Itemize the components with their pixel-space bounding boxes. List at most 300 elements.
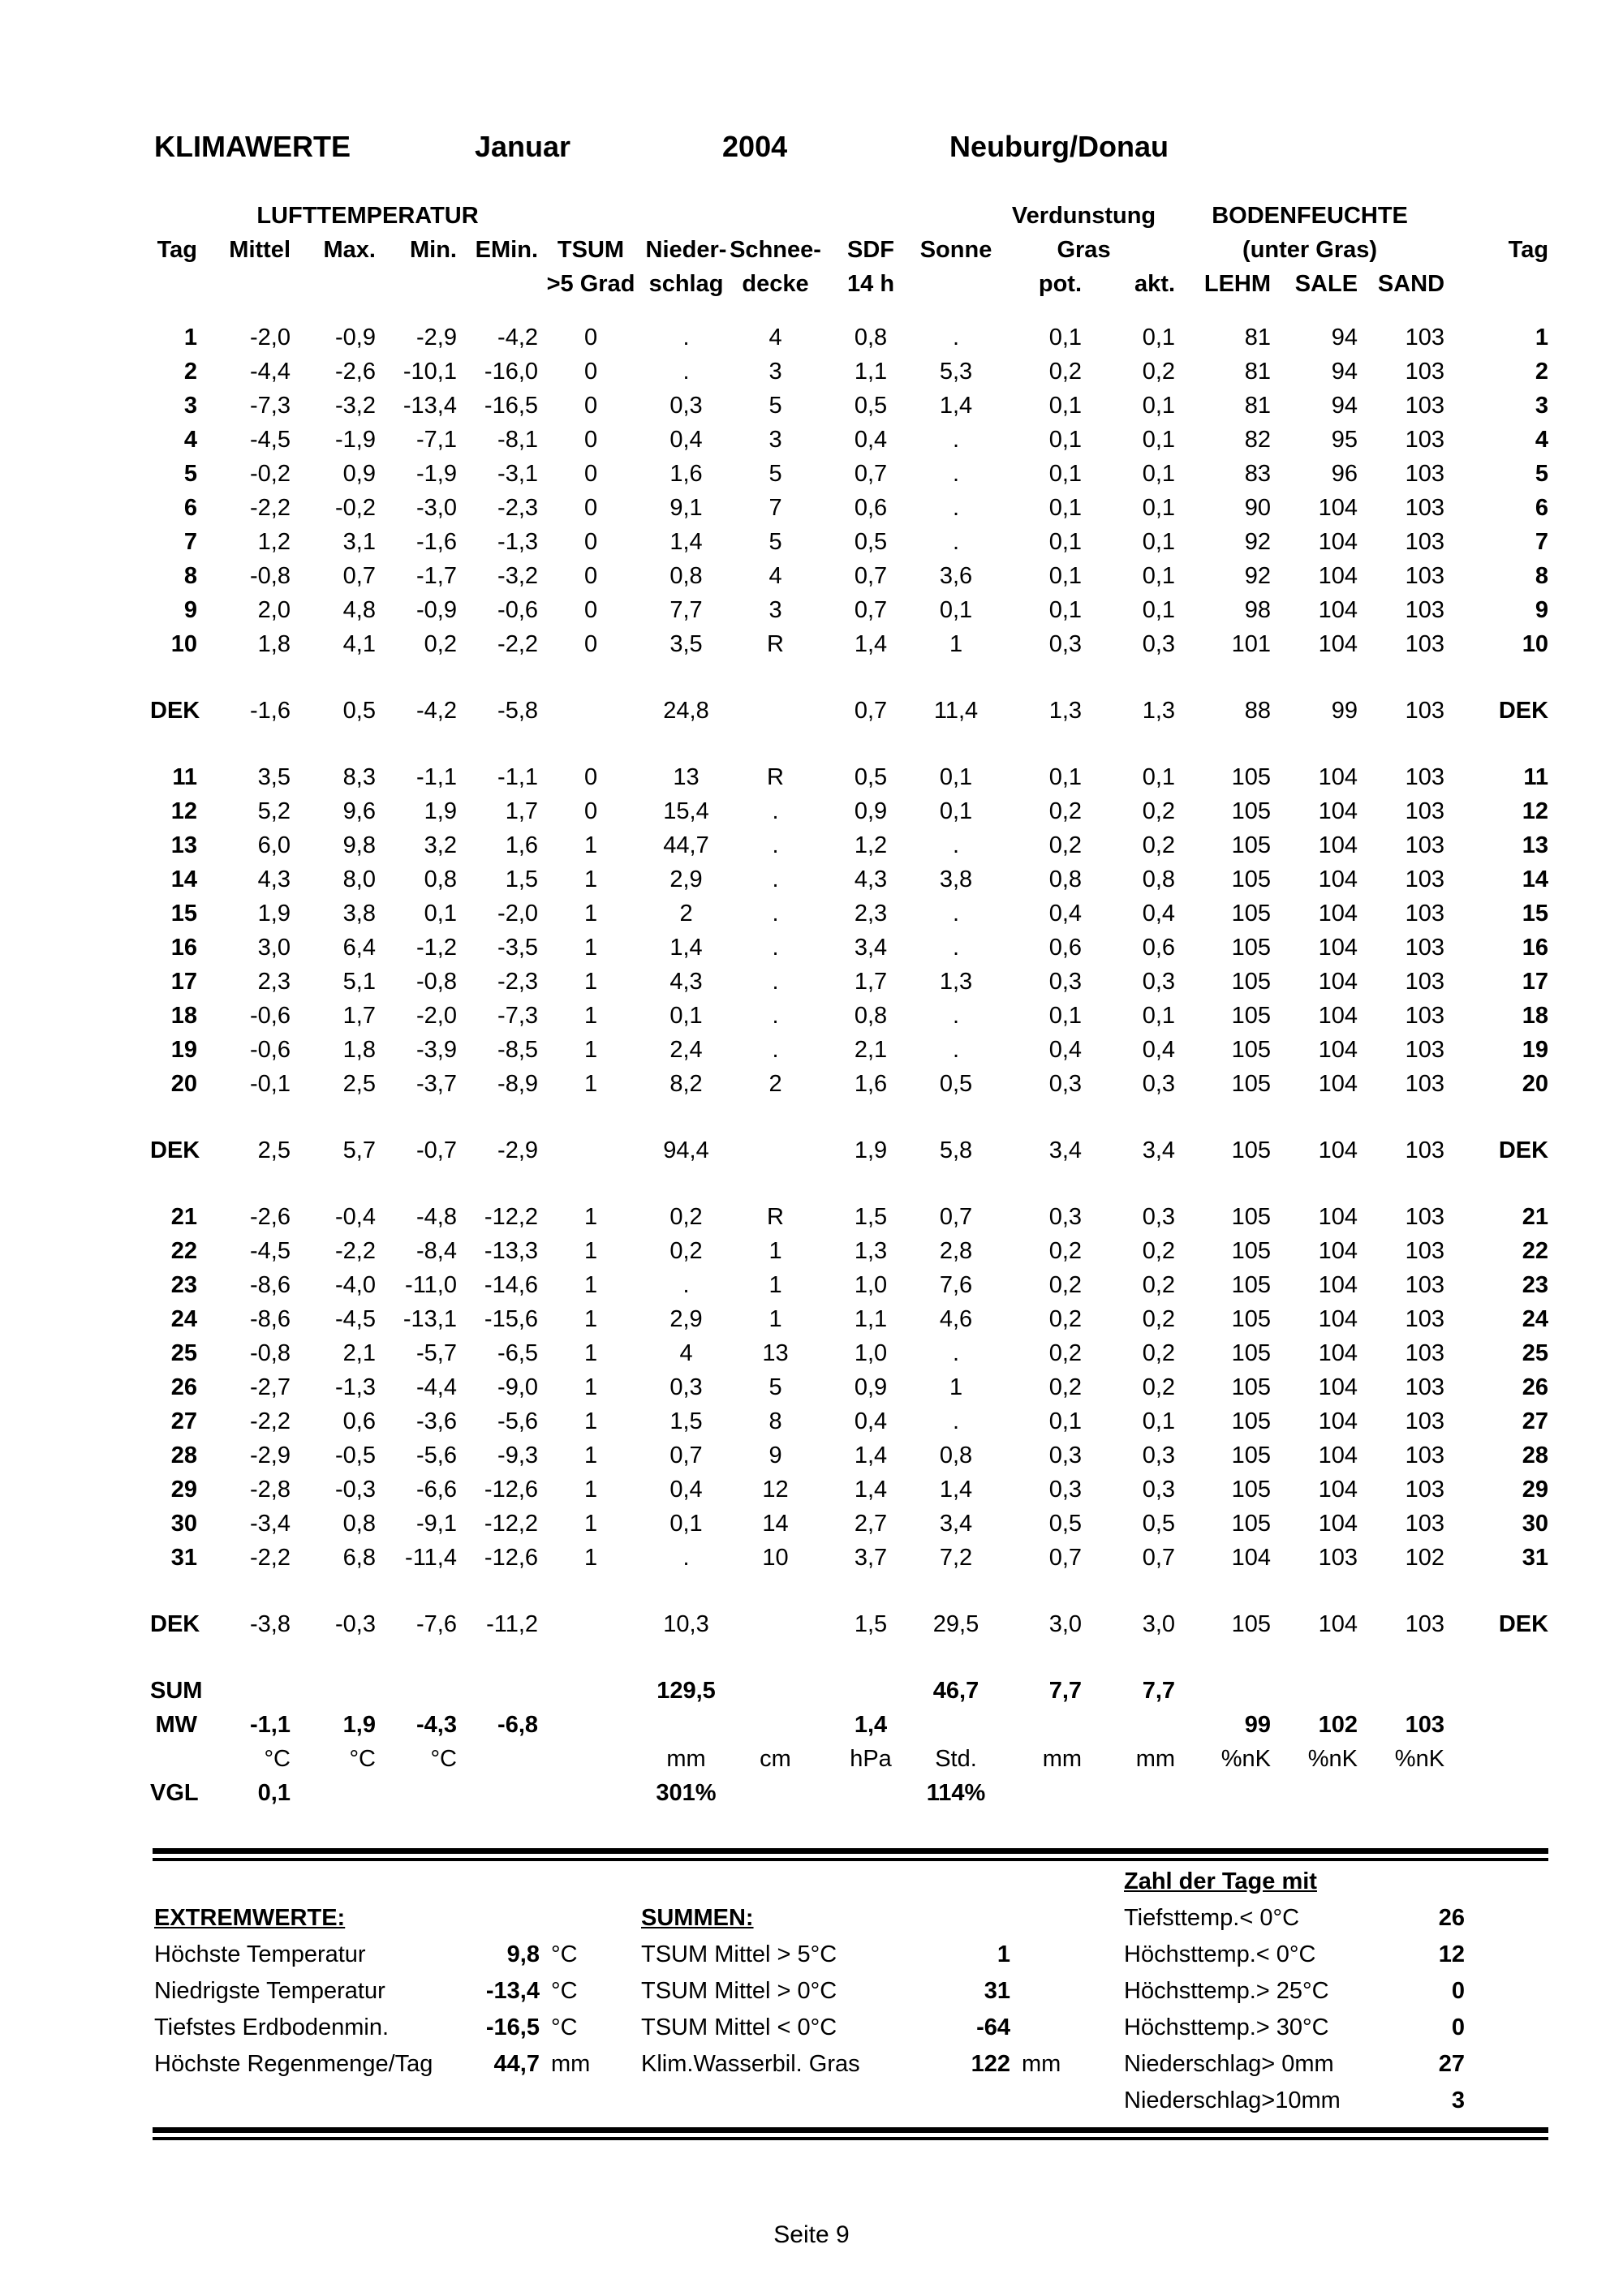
mw-row bbox=[150, 1708, 1548, 1742]
day-cell-niederschlag: 0,2 bbox=[669, 1238, 703, 1264]
day-row bbox=[150, 828, 1548, 862]
day-cell-tag: 15 bbox=[170, 901, 197, 927]
day-cell-mittel: -0,8 bbox=[250, 1340, 291, 1366]
day-row bbox=[150, 593, 1548, 627]
col-subheader-tsum: >5 Grad bbox=[546, 271, 635, 297]
day-cell-verdunstung-akt: 0,1 bbox=[1142, 529, 1176, 555]
mw-cell-tsum bbox=[538, 1708, 644, 1742]
day-row bbox=[150, 320, 1548, 355]
day-cell-min: -0,8 bbox=[416, 969, 457, 995]
day-cell-tag: 17 bbox=[170, 969, 197, 995]
units-cell-max: °C bbox=[349, 1746, 376, 1772]
summen-list-item-label: TSUM Mittel > 5°C bbox=[641, 1941, 837, 1967]
vgl-cell-sand bbox=[1358, 1776, 1444, 1810]
day-cell-lehm: 105 bbox=[1231, 901, 1272, 927]
summen-list-item bbox=[641, 2014, 1010, 2041]
day-cell-emin: -3,2 bbox=[497, 563, 539, 589]
day-row bbox=[150, 931, 1548, 965]
col-header-tag: Tag bbox=[157, 237, 197, 263]
header-spacer-row bbox=[150, 301, 1548, 320]
day-cell-sale: 104 bbox=[1318, 631, 1358, 657]
day-cell-min: -10,1 bbox=[403, 359, 457, 385]
tage-list-item-label: Höchsttemp.> 30°C bbox=[1124, 2014, 1329, 2040]
vgl-cell-sonne: 114% bbox=[926, 1780, 986, 1806]
day-cell-sand: 103 bbox=[1405, 495, 1445, 521]
day-cell-lehm: 105 bbox=[1231, 832, 1272, 858]
day-cell-lehm: 105 bbox=[1231, 1003, 1272, 1029]
dek-cell-tsum bbox=[538, 694, 644, 728]
report-header bbox=[154, 130, 1169, 164]
day-cell-sale: 94 bbox=[1331, 359, 1358, 385]
day-cell-mittel: 1,2 bbox=[257, 529, 291, 555]
dek-cell-verdunstung-pot: 1,3 bbox=[1048, 698, 1083, 724]
mw-cell-min: -4,3 bbox=[416, 1712, 457, 1738]
day-cell-sonne: 3,4 bbox=[939, 1511, 973, 1537]
day-cell-tsum: 0 bbox=[583, 359, 598, 385]
dek-cell-sonne: 11,4 bbox=[933, 698, 979, 724]
day-cell-tag-right: 14 bbox=[1522, 866, 1549, 892]
day-cell-min: -3,0 bbox=[416, 495, 457, 521]
day-cell-niederschlag: 1,4 bbox=[669, 935, 703, 961]
vgl-row bbox=[150, 1776, 1548, 1810]
day-cell-tag-right: 16 bbox=[1522, 935, 1549, 961]
day-cell-niederschlag: 0,3 bbox=[669, 393, 703, 419]
climate-table-head bbox=[150, 199, 1548, 320]
day-cell-lehm: 105 bbox=[1231, 1037, 1272, 1063]
units-row bbox=[150, 1742, 1548, 1776]
sum-cell-tag: SUM bbox=[150, 1678, 203, 1704]
dek-cell-mittel: 2,5 bbox=[257, 1137, 291, 1163]
day-cell-tag: 13 bbox=[170, 832, 197, 858]
day-cell-sale: 104 bbox=[1318, 866, 1358, 892]
day-cell-tsum: 1 bbox=[583, 1238, 598, 1264]
day-row bbox=[150, 627, 1548, 661]
day-cell-mittel: -2,2 bbox=[250, 495, 291, 521]
day-cell-sdf: 1,2 bbox=[854, 832, 888, 858]
day-cell-schneedecke: . bbox=[772, 1003, 779, 1029]
dek-cell-tag-right: DEK bbox=[1498, 698, 1549, 724]
day-cell-tag-right: 18 bbox=[1522, 1003, 1549, 1029]
day-cell-sonne: . bbox=[952, 832, 960, 858]
day-cell-sale: 104 bbox=[1318, 1306, 1358, 1332]
day-cell-max: -4,0 bbox=[335, 1272, 376, 1298]
mw-cell-schneedecke bbox=[729, 1708, 822, 1742]
empty-cell bbox=[150, 661, 1548, 694]
day-cell-emin: -14,6 bbox=[484, 1272, 539, 1298]
day-cell-verdunstung-akt: 0,2 bbox=[1142, 798, 1176, 824]
dek-row bbox=[150, 1133, 1548, 1167]
day-cell-sdf: 1,5 bbox=[854, 1204, 888, 1230]
day-cell-sonne: 1,4 bbox=[939, 1477, 973, 1503]
units-cell-tsum bbox=[538, 1742, 644, 1776]
day-cell-sand: 103 bbox=[1405, 1408, 1445, 1434]
day-cell-min: -3,9 bbox=[416, 1037, 457, 1063]
day-cell-sdf: 1,1 bbox=[854, 1306, 888, 1332]
dek-cell-tag-right: DEK bbox=[1498, 1611, 1549, 1637]
day-cell-sand: 103 bbox=[1405, 631, 1445, 657]
day-cell-niederschlag: 0,1 bbox=[669, 1003, 703, 1029]
day-cell-tag: 25 bbox=[170, 1340, 197, 1366]
col-subheader-sand: SAND bbox=[1377, 271, 1445, 297]
day-cell-tag-right: 30 bbox=[1522, 1511, 1549, 1537]
day-cell-min: 0,2 bbox=[424, 631, 457, 657]
day-cell-sale: 104 bbox=[1318, 1071, 1358, 1097]
day-row bbox=[150, 1370, 1548, 1404]
day-cell-schneedecke: . bbox=[772, 969, 779, 995]
day-cell-lehm: 83 bbox=[1244, 461, 1272, 487]
day-cell-max: 1,8 bbox=[342, 1037, 376, 1063]
divider-rule-top bbox=[153, 1848, 1548, 1861]
units-cell-min: °C bbox=[430, 1746, 457, 1772]
day-cell-sand: 103 bbox=[1405, 1071, 1445, 1097]
day-cell-sdf: 1,7 bbox=[854, 969, 888, 995]
tage-list-item-label: Tiefsttemp.< 0°C bbox=[1124, 1905, 1300, 1931]
day-row bbox=[150, 1268, 1548, 1302]
day-cell-verdunstung-akt: 0,1 bbox=[1142, 427, 1176, 453]
day-cell-emin: -12,2 bbox=[484, 1511, 539, 1537]
day-cell-mittel: -2,0 bbox=[250, 325, 291, 350]
day-row bbox=[150, 559, 1548, 593]
dek-cell-min: -0,7 bbox=[416, 1137, 457, 1163]
day-cell-sale: 104 bbox=[1318, 1477, 1358, 1503]
day-cell-tag: 16 bbox=[170, 935, 197, 961]
tage-list-item-value: 0 bbox=[1451, 1978, 1465, 2004]
day-cell-mittel: 6,0 bbox=[257, 832, 291, 858]
day-cell-lehm: 105 bbox=[1231, 1071, 1272, 1097]
day-cell-tsum: 0 bbox=[583, 461, 598, 487]
day-row bbox=[150, 1473, 1548, 1507]
day-cell-sand: 103 bbox=[1405, 1443, 1445, 1468]
bottom-section bbox=[154, 1866, 1550, 2126]
day-cell-tag: 14 bbox=[170, 866, 197, 892]
day-cell-sonne: 3,8 bbox=[939, 866, 973, 892]
vgl-cell-max bbox=[291, 1776, 376, 1810]
tage-list-item-value: 12 bbox=[1438, 1941, 1465, 1967]
day-cell-tag: 3 bbox=[183, 393, 197, 419]
dek-cell-sdf: 1,9 bbox=[854, 1137, 888, 1163]
units-cell-verdunstung-pot: mm bbox=[1042, 1746, 1083, 1772]
extremes-list-item bbox=[154, 1978, 578, 2005]
day-cell-verdunstung-akt: 0,5 bbox=[1142, 1511, 1176, 1537]
day-cell-lehm: 105 bbox=[1231, 798, 1272, 824]
day-cell-min: 0,1 bbox=[424, 901, 457, 927]
summen-list-item-value: -64 bbox=[976, 2014, 1010, 2040]
day-cell-verdunstung-akt: 0,1 bbox=[1142, 1408, 1176, 1434]
dek-cell-emin: -5,8 bbox=[497, 698, 539, 724]
days-count-heading: Zahl der Tage mit bbox=[1124, 1868, 1317, 1894]
day-cell-sdf: 1,0 bbox=[854, 1340, 888, 1366]
day-row bbox=[150, 760, 1548, 794]
dek-cell-tag: DEK bbox=[150, 698, 200, 724]
dek-cell-lehm: 88 bbox=[1244, 698, 1272, 724]
day-cell-mittel: -0,6 bbox=[250, 1003, 291, 1029]
day-cell-tsum: 1 bbox=[583, 1340, 598, 1366]
day-cell-min: -3,6 bbox=[416, 1408, 457, 1434]
dek-cell-emin: -11,2 bbox=[486, 1611, 539, 1637]
day-row bbox=[150, 862, 1548, 896]
units-cell-sonne: Std. bbox=[935, 1746, 977, 1772]
col-header-unter-gras: (unter Gras) bbox=[1242, 237, 1378, 263]
mw-cell-sand: 103 bbox=[1405, 1712, 1445, 1738]
day-cell-lehm: 90 bbox=[1244, 495, 1272, 521]
day-cell-emin: -8,5 bbox=[497, 1037, 539, 1063]
day-cell-emin: -16,5 bbox=[484, 393, 539, 419]
dek-cell-tsum bbox=[538, 1607, 644, 1641]
day-cell-sale: 104 bbox=[1318, 1511, 1358, 1537]
day-cell-schneedecke: R bbox=[767, 631, 784, 657]
day-cell-lehm: 82 bbox=[1244, 427, 1272, 453]
dek-cell-tag-right: DEK bbox=[1498, 1137, 1549, 1163]
day-cell-sale: 104 bbox=[1318, 1037, 1358, 1063]
dek-cell-max: -0,3 bbox=[335, 1611, 376, 1637]
extremes-list-item-value: 44,7 bbox=[493, 2051, 540, 2077]
dek-row bbox=[150, 1607, 1548, 1641]
day-cell-verdunstung-pot: 0,1 bbox=[1048, 1003, 1083, 1029]
day-cell-emin: -8,1 bbox=[497, 427, 539, 453]
day-cell-tag-right: 5 bbox=[1535, 461, 1549, 487]
day-cell-verdunstung-akt: 0,2 bbox=[1142, 1272, 1176, 1298]
day-cell-sonne: . bbox=[952, 901, 960, 927]
day-cell-verdunstung-pot: 0,3 bbox=[1048, 1443, 1083, 1468]
dek-cell-sand: 103 bbox=[1405, 698, 1445, 724]
mw-cell-sale: 102 bbox=[1318, 1712, 1358, 1738]
day-cell-verdunstung-akt: 0,2 bbox=[1142, 359, 1176, 385]
vgl-cell-mittel: 0,1 bbox=[257, 1780, 291, 1806]
day-cell-min: -1,9 bbox=[416, 461, 457, 487]
day-cell-tsum: 0 bbox=[583, 529, 598, 555]
day-cell-niederschlag: 2 bbox=[679, 901, 693, 927]
day-cell-min: -9,1 bbox=[416, 1511, 457, 1537]
day-cell-emin: -15,6 bbox=[484, 1306, 539, 1332]
day-cell-mittel: -4,5 bbox=[250, 1238, 291, 1264]
day-cell-min: -1,2 bbox=[416, 935, 457, 961]
day-cell-min: -5,6 bbox=[416, 1443, 457, 1468]
day-cell-sonne: 1 bbox=[949, 1374, 963, 1400]
day-cell-sdf: 1,4 bbox=[854, 1443, 888, 1468]
day-cell-tsum: 1 bbox=[583, 1204, 598, 1230]
day-cell-tag: 4 bbox=[183, 427, 197, 453]
day-cell-sonne: . bbox=[952, 461, 960, 487]
dek-cell-sale: 104 bbox=[1318, 1137, 1358, 1163]
day-cell-lehm: 105 bbox=[1231, 1272, 1272, 1298]
day-cell-sand: 103 bbox=[1405, 866, 1445, 892]
day-cell-sand: 103 bbox=[1405, 1037, 1445, 1063]
day-cell-sonne: . bbox=[952, 1003, 960, 1029]
day-cell-min: -11,0 bbox=[405, 1272, 457, 1298]
day-cell-sdf: 3,7 bbox=[854, 1545, 888, 1571]
day-cell-verdunstung-pot: 0,7 bbox=[1048, 1545, 1083, 1571]
day-cell-max: -0,5 bbox=[335, 1443, 376, 1468]
dek-row bbox=[150, 694, 1548, 728]
spacer-row bbox=[150, 1575, 1548, 1607]
tage-list-item-value: 27 bbox=[1438, 2051, 1465, 2077]
summen-list-item bbox=[641, 2051, 1061, 2078]
mw-cell-niederschlag bbox=[644, 1708, 729, 1742]
vgl-cell-niederschlag: 301% bbox=[656, 1780, 717, 1806]
day-cell-tag: 9 bbox=[183, 597, 197, 623]
day-cell-sand: 103 bbox=[1405, 1272, 1445, 1298]
vgl-cell-verdunstung-akt bbox=[1082, 1776, 1175, 1810]
day-cell-tag-right: 3 bbox=[1535, 393, 1549, 419]
day-cell-schneedecke: 2 bbox=[768, 1071, 782, 1097]
day-cell-tsum: 0 bbox=[583, 495, 598, 521]
climate-table-body bbox=[150, 320, 1548, 1810]
day-cell-min: -0,9 bbox=[416, 597, 457, 623]
tage-list-item bbox=[1124, 2051, 1465, 2078]
day-cell-tsum: 1 bbox=[583, 1272, 598, 1298]
day-cell-max: -0,3 bbox=[335, 1477, 376, 1503]
day-cell-mittel: 3,5 bbox=[257, 764, 291, 790]
day-cell-emin: -2,2 bbox=[497, 631, 539, 657]
day-cell-tag-right: 26 bbox=[1522, 1374, 1549, 1400]
day-cell-verdunstung-akt: 0,1 bbox=[1142, 1003, 1176, 1029]
day-row bbox=[150, 1438, 1548, 1473]
day-cell-min: 0,8 bbox=[424, 866, 457, 892]
extremes-list-item-unit: °C bbox=[551, 2014, 578, 2040]
day-cell-min: -1,1 bbox=[416, 764, 457, 790]
day-cell-mittel: 4,3 bbox=[257, 866, 291, 892]
day-cell-sonne: . bbox=[952, 325, 960, 350]
day-cell-verdunstung-pot: 0,2 bbox=[1048, 832, 1083, 858]
day-cell-tag-right: 6 bbox=[1535, 495, 1549, 521]
day-cell-schneedecke: . bbox=[772, 866, 779, 892]
sum-cell-tsum bbox=[538, 1674, 644, 1708]
day-cell-max: 2,5 bbox=[342, 1071, 376, 1097]
day-cell-schneedecke: 3 bbox=[768, 597, 782, 623]
day-cell-tsum: 0 bbox=[583, 764, 598, 790]
day-cell-verdunstung-akt: 0,3 bbox=[1142, 631, 1176, 657]
summen-list-item-value: 31 bbox=[984, 1978, 1010, 2004]
day-cell-emin: 1,6 bbox=[505, 832, 539, 858]
day-cell-tag-right: 19 bbox=[1522, 1037, 1549, 1063]
day-cell-tsum: 1 bbox=[583, 1511, 598, 1537]
day-cell-tag: 12 bbox=[170, 798, 197, 824]
day-cell-verdunstung-akt: 0,3 bbox=[1142, 1477, 1176, 1503]
day-cell-verdunstung-pot: 0,5 bbox=[1048, 1511, 1083, 1537]
day-cell-tag-right: 15 bbox=[1522, 901, 1549, 927]
day-cell-tsum: 0 bbox=[583, 563, 598, 589]
day-cell-max: -2,6 bbox=[335, 359, 376, 385]
day-cell-verdunstung-pot: 0,1 bbox=[1048, 427, 1083, 453]
day-cell-tag-right: 11 bbox=[1523, 764, 1549, 790]
day-cell-niederschlag: 9,1 bbox=[669, 495, 703, 521]
day-row bbox=[150, 423, 1548, 457]
day-cell-emin: 1,5 bbox=[505, 866, 539, 892]
col-header-emin: EMin. bbox=[475, 237, 539, 263]
day-cell-tag: 5 bbox=[183, 461, 197, 487]
day-cell-sale: 104 bbox=[1318, 901, 1358, 927]
day-cell-max: 3,1 bbox=[342, 529, 376, 555]
day-cell-emin: -13,3 bbox=[484, 1238, 539, 1264]
day-cell-emin: -5,6 bbox=[497, 1408, 539, 1434]
day-cell-max: -0,9 bbox=[335, 325, 376, 350]
day-cell-mittel: -2,8 bbox=[250, 1477, 291, 1503]
mw-cell-emin: -6,8 bbox=[497, 1712, 539, 1738]
mw-cell-sdf: 1,4 bbox=[854, 1712, 888, 1738]
col-subheader-lehm: LEHM bbox=[1203, 271, 1272, 297]
vgl-cell-tsum bbox=[538, 1776, 644, 1810]
day-cell-sale: 104 bbox=[1318, 1238, 1358, 1264]
summen-list-item-label: Klim.Wasserbil. Gras bbox=[641, 2051, 860, 2077]
day-cell-mittel: 1,9 bbox=[257, 901, 291, 927]
sum-cell-sonne: 46,7 bbox=[932, 1678, 979, 1704]
day-cell-tag-right: 27 bbox=[1522, 1408, 1549, 1434]
day-cell-emin: -8,9 bbox=[497, 1071, 539, 1097]
day-cell-schneedecke: 3 bbox=[768, 427, 782, 453]
day-row bbox=[150, 1234, 1548, 1268]
day-cell-lehm: 92 bbox=[1244, 529, 1272, 555]
dek-cell-min: -7,6 bbox=[416, 1611, 457, 1637]
day-cell-max: 0,8 bbox=[342, 1511, 376, 1537]
day-cell-tag: 30 bbox=[170, 1511, 197, 1537]
extremes-list-item-unit: °C bbox=[551, 1941, 578, 1967]
spacer-row bbox=[150, 728, 1548, 760]
day-cell-tag-right: 2 bbox=[1535, 359, 1549, 385]
day-cell-niederschlag: 8,2 bbox=[669, 1071, 703, 1097]
day-cell-sale: 104 bbox=[1318, 1443, 1358, 1468]
day-cell-mittel: -3,4 bbox=[250, 1511, 291, 1537]
day-cell-lehm: 105 bbox=[1231, 1374, 1272, 1400]
day-cell-niederschlag: 13 bbox=[673, 764, 700, 790]
day-cell-tag: 20 bbox=[170, 1071, 197, 1097]
units-cell-tag-right bbox=[1444, 1742, 1548, 1776]
day-cell-min: -2,0 bbox=[416, 1003, 457, 1029]
day-cell-tsum: 0 bbox=[583, 393, 598, 419]
day-cell-max: -1,3 bbox=[335, 1374, 376, 1400]
day-cell-tag: 24 bbox=[170, 1306, 197, 1332]
day-cell-tag-right: 29 bbox=[1522, 1477, 1549, 1503]
day-cell-schneedecke: 5 bbox=[768, 461, 782, 487]
dek-cell-niederschlag: 94,4 bbox=[663, 1137, 709, 1163]
extremes-list-item bbox=[154, 2051, 590, 2078]
day-cell-sale: 104 bbox=[1318, 1204, 1358, 1230]
day-row bbox=[150, 1541, 1548, 1575]
day-cell-tag: 1 bbox=[183, 325, 197, 350]
day-cell-max: 5,1 bbox=[342, 969, 376, 995]
group-header-verdunstung: Verdunstung bbox=[1011, 203, 1156, 229]
day-cell-max: 6,8 bbox=[342, 1545, 376, 1571]
day-cell-niederschlag: 3,5 bbox=[669, 631, 703, 657]
extremes-list-item-value: -13,4 bbox=[485, 1978, 540, 2004]
day-cell-sdf: 2,1 bbox=[854, 1037, 888, 1063]
day-cell-verdunstung-akt: 0,3 bbox=[1142, 1204, 1176, 1230]
sum-cell-verdunstung-pot: 7,7 bbox=[1048, 1678, 1083, 1704]
mw-cell-mittel: -1,1 bbox=[250, 1712, 291, 1738]
day-cell-sand: 102 bbox=[1405, 1545, 1445, 1571]
day-cell-max: -3,2 bbox=[335, 393, 376, 419]
sum-cell-emin bbox=[457, 1674, 538, 1708]
day-cell-tag: 29 bbox=[170, 1477, 197, 1503]
day-cell-niederschlag: 44,7 bbox=[663, 832, 709, 858]
column-subheader-row bbox=[150, 267, 1548, 301]
day-cell-lehm: 81 bbox=[1244, 393, 1272, 419]
day-cell-verdunstung-pot: 0,2 bbox=[1048, 1340, 1083, 1366]
vgl-cell-sdf bbox=[822, 1776, 919, 1810]
day-cell-tag-right: 13 bbox=[1522, 832, 1549, 858]
day-cell-mittel: -2,9 bbox=[250, 1443, 291, 1468]
dek-cell-lehm: 105 bbox=[1231, 1611, 1272, 1637]
day-cell-verdunstung-akt: 0,2 bbox=[1142, 1374, 1176, 1400]
mw-cell-verdunstung-akt bbox=[1082, 1708, 1175, 1742]
day-cell-mittel: -8,6 bbox=[250, 1272, 291, 1298]
day-cell-sale: 103 bbox=[1318, 1545, 1358, 1571]
day-cell-sand: 103 bbox=[1405, 461, 1445, 487]
day-cell-verdunstung-akt: 0,2 bbox=[1142, 1340, 1176, 1366]
day-cell-max: 8,3 bbox=[342, 764, 376, 790]
day-cell-tsum: 0 bbox=[583, 798, 598, 824]
day-cell-mittel: -2,2 bbox=[250, 1408, 291, 1434]
day-cell-max: 8,0 bbox=[342, 866, 376, 892]
